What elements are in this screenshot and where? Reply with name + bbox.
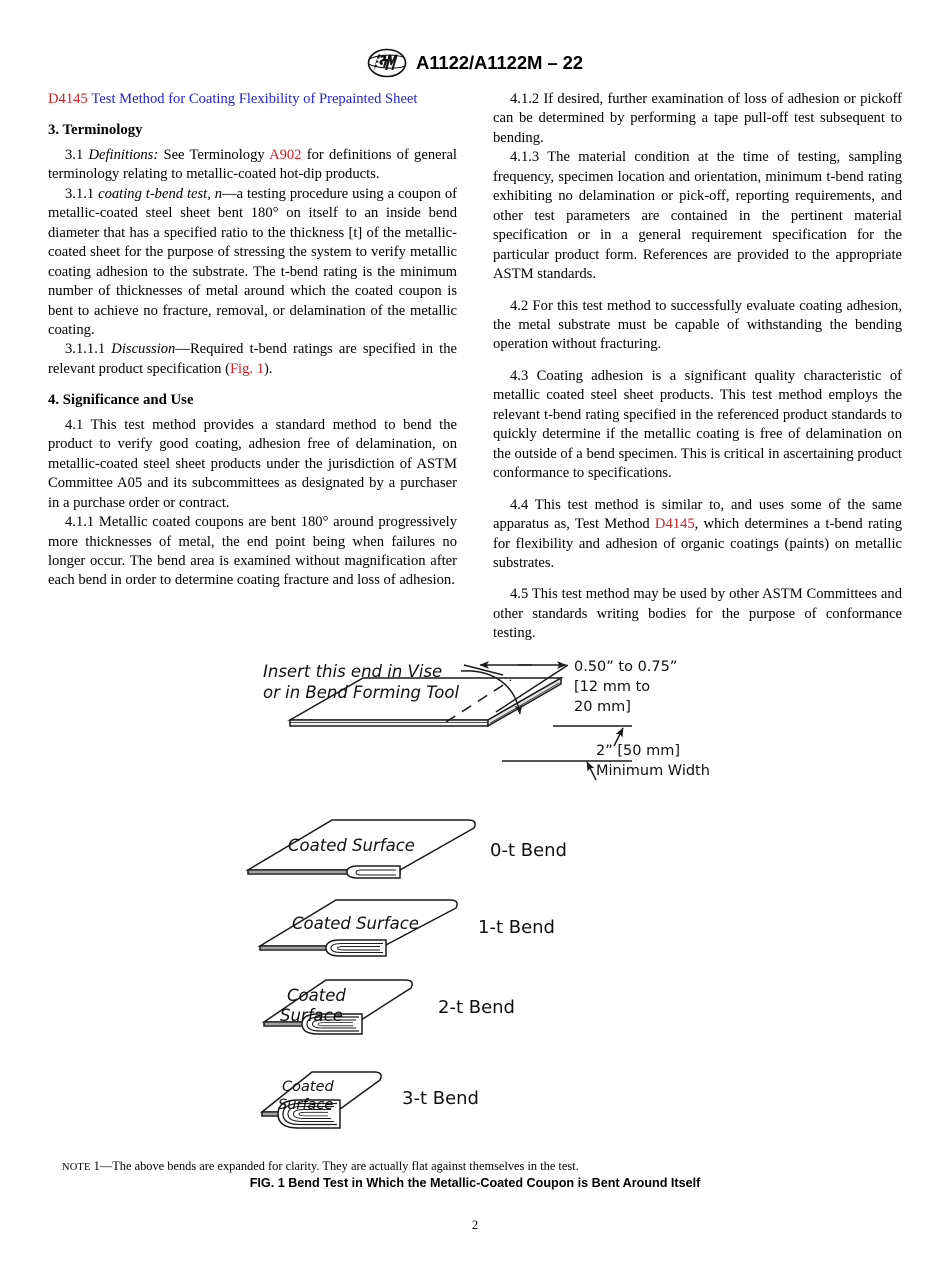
coated-surface-label-0t: Coated Surface [288,836,415,855]
paragraph-4-1-3 [493,148,902,284]
paragraph-text: If desired, further examination of loss of adhesion or pickoff can be determined by performing a tape pull-off test subsequent to bending. [493,91,902,146]
page-number: 2 [471,1218,479,1232]
paragraph-text: ). [264,360,273,377]
note-text: The above bends are expanded for clarity. They are actually flat against themselves in the test. [112,1159,579,1173]
term-discussion: Discussion [111,341,176,358]
coated-surface-label-1t: Coated Surface [292,914,419,933]
callout-line-1: Insert this end in Vise [263,662,443,681]
heading-section-4: 4. Significance and Use [48,392,194,409]
term-coating-t-bend-test: coating t-bend test, n [98,185,223,202]
paragraph-4-1 [48,416,457,513]
dimension-minimum-width [502,726,710,780]
dimension-label-line-1: 0.50” to 0.75” [574,659,678,675]
paragraph-number: 3.1.1 [65,185,95,202]
paragraph-text: —a testing procedure using a coupon of metallic-coated steel sheet bent 180° on itself to an inside bend diameter that has a specified ratio to the thickness [t] of the metallic-coated sheet for the purpose of stressing the system to verify metallic coating adhesion to the substrate. The t-bend rating is the minimum number of thicknesses of metal around which the coated coupon is bent to achieve no fracture, removal, or delamination of the metallic coating. [48,185,457,338]
paragraph-number: 4.1.3 [510,149,540,166]
paragraph-3-1 [48,146,457,185]
paragraph-text: The material condition at the time of testing, sampling frequency, specimen location and orientation, minimum t-bend rating exhibiting no delamination or pick-off, reporting requirements, and other test parameters are contained in the pertinent material specification or in a general requirement specification for the particular product form. References are provided to the appropriate ASTM standards. [493,149,902,283]
paragraph-text: This test method may be used by other ASTM Committees and other standards writing bodies for the purpose of conformance testing. [493,586,902,642]
paragraph-text: Coating adhesion is a significant quality characteristic of metallic coated steel sheet products. This test method employs the relevant t-bend rating specified in the referenced product standards to quickly determine if the metallic coating is free of delamination on the outside of a bend specimen. This is critical in ascertaining product conformance to specifications. [493,367,902,482]
bend-label-2t: 2-t Bend [438,997,515,1018]
reference-link-a902[interactable]: A902 [269,146,302,163]
paragraph-text: This test method provides a standard method to bend the product to verify good coating, adhesion free of delamination, on metallic-coated steel sheet products under the jurisdiction of ASTM Committee A05 and its subcommittees as designated by a purchaser in a purchase order or contract. [48,416,457,511]
width-label-line-2: Minimum Width [596,763,710,779]
paragraph-3-1-1 [48,185,457,341]
paragraph-number: 4.5 [510,586,529,603]
bend-label-3t: 3-t Bend [402,1088,479,1109]
paragraph-text: Metallic coated coupons are bent 180° around progressively more thicknesses of metal, the end point being when failures no longer occur. The bend area is examined without magnification after each bend in order to determine coating fracture and loss of adhesion. [48,514,457,589]
page-header [0,48,950,78]
paragraph-number: 3.1 [65,146,84,163]
document-designation: A1122/A1122M – 22 [416,52,583,73]
paragraph-text: , which determines a t-bend rating for flexibility and adhesion of organic coatings (paints) on metallic substrates. [493,516,902,571]
right-column [493,90,902,644]
bend-diagram-3t [262,1072,479,1128]
coated-surface-label-3t-line2: Surface [278,1097,334,1113]
paragraph-4-4 [493,496,902,574]
bend-label-1t: 1-t Bend [478,917,555,938]
paragraph-number: 4.1.2 [510,91,540,107]
reference-link-d4145-inline[interactable]: D4145 [654,516,695,533]
figure-note [62,1158,892,1176]
figure-1 [0,652,950,1152]
dimension-label-line-3: 20 mm] [574,699,631,715]
term-definitions: Definitions: [88,146,159,163]
coated-surface-label-2t-line2: Surface [280,1006,343,1025]
paragraph-4-3 [493,367,902,484]
coated-surface-label-2t-line1: Coated [287,986,346,1005]
left-column [48,90,457,644]
reference-entry-d4145 [48,90,457,109]
dimension-label-line-2: [12 mm to [574,679,651,695]
paragraph-4-2 [493,297,902,355]
bend-diagram-1t [260,900,555,956]
paragraph-number: 4.4 [510,496,529,513]
spacer [493,484,902,496]
reference-link-d4145[interactable]: D4145 [48,91,88,107]
coated-surface-label-3t-line1: Coated [282,1079,334,1095]
bend-diagram-0t [248,820,567,878]
paragraph-text: for definitions of general terminology relating to metallic-coated hot-dip products. [48,146,457,183]
paragraph-3-1-1-1 [48,340,457,379]
paragraph-4-1-2 [493,90,902,148]
paragraph-4-1-1 [48,513,457,591]
paragraph-text: For this test method to successfully evaluate coating adhesion, the metal substrate must be capable of withstanding the bending operation without fracturing. [493,297,902,353]
body-columns [48,90,902,644]
callout-line-2: or in Bend Forming Tool [263,683,460,702]
paragraph-number: 4.3 [510,367,529,384]
note-label: NOTE [62,1162,91,1173]
note-number: 1— [90,1159,113,1173]
paragraph-text: —Required t-bend ratings are specified in the relevant product specification ( [48,341,457,377]
bend-label-0t: 0-t Bend [490,840,567,861]
paragraph-text: See Terminology [158,146,270,163]
figure-1-drawing [240,652,710,1152]
paragraph-number: 3.1.1.1 [65,341,106,358]
paragraph-4-5 [493,585,902,643]
reference-title-d4145[interactable]: Test Method for Coating Flexibility of Prepainted Sheet [91,91,418,107]
width-label-line-1: 2” [50 mm] [596,743,680,759]
spacer [48,109,457,121]
paragraph-text: This test method is similar to, and uses some of the same apparatus as, Test Method [493,496,902,533]
spacer [48,379,457,391]
spacer [493,573,902,585]
figure-link-fig-1[interactable]: Fig. 1 [229,360,264,377]
paragraph-number: 4.1 [65,416,84,433]
spacer [493,355,902,367]
heading-section-3: 3. Terminology [48,122,143,139]
spacer [493,285,902,297]
paragraph-number: 4.2 [510,297,529,314]
bend-diagram-2t [264,980,515,1034]
paragraph-number: 4.1.1 [65,514,95,531]
astm-logo-icon [367,48,407,78]
figure-caption: FIG. 1 Bend Test in Which the Metallic-Coated Coupon is Bent Around Itself [249,1176,701,1190]
